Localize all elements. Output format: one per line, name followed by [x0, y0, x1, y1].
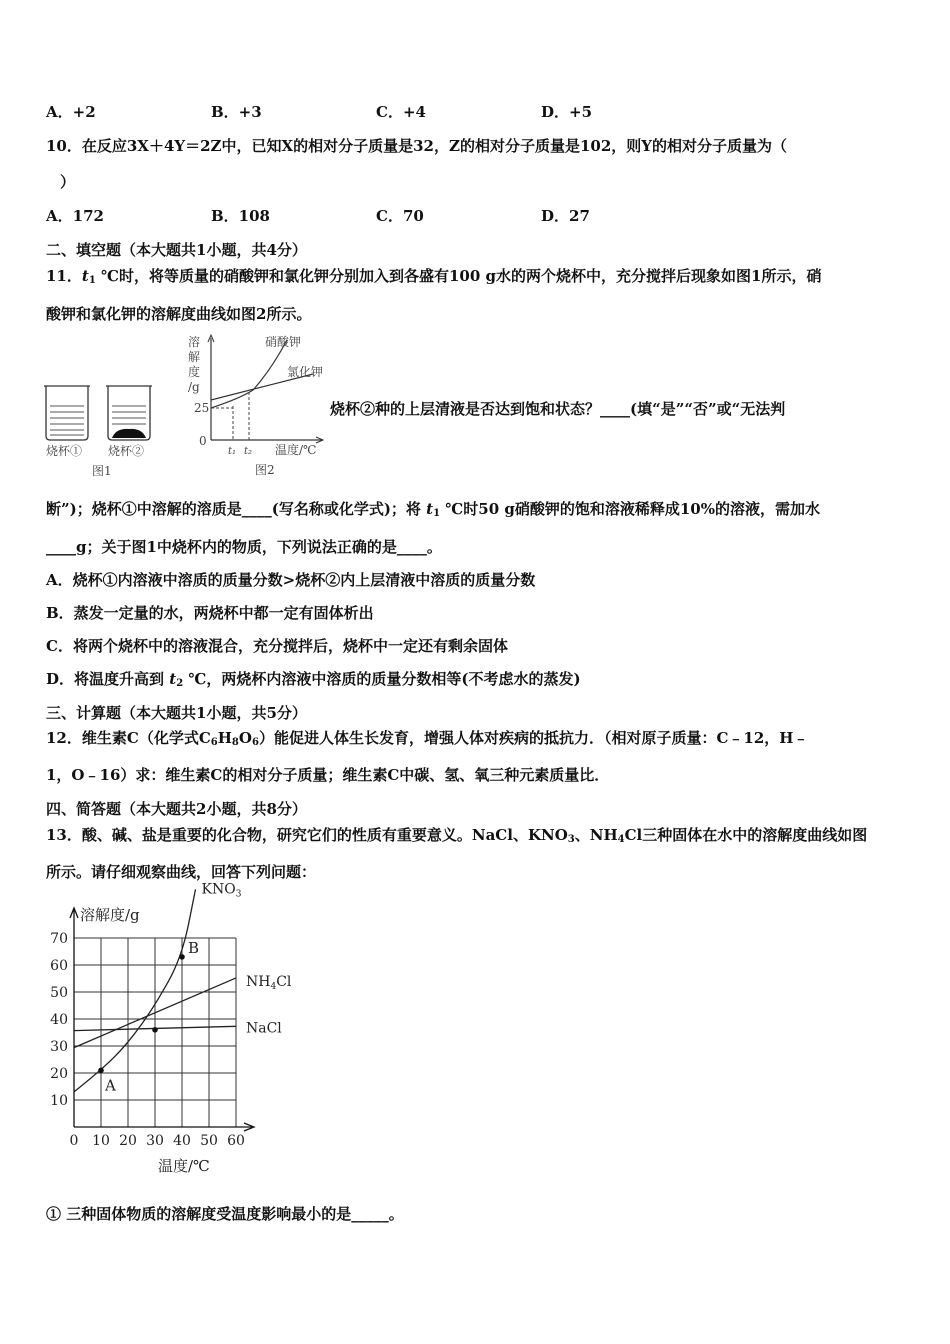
fig2-ylabel-2: 解	[188, 350, 201, 364]
y-tick-20: 20	[50, 1066, 68, 1082]
figure-1	[40, 378, 165, 483]
q9-option-b: B．+3	[211, 103, 262, 121]
q10-option-c: C．70	[376, 207, 424, 225]
point-a	[98, 1068, 104, 1074]
q11-option-a: A．烧杯①内溶液中溶质的质量分数>烧杯②内上层清液中溶质的质量分数	[46, 571, 536, 589]
beaker-2	[106, 386, 152, 440]
q9-option-c: C．+4	[376, 103, 426, 121]
chart-points	[98, 939, 199, 1094]
beaker-2-label: 烧杯②	[108, 444, 145, 458]
point-b	[179, 954, 185, 960]
q13-subquestion-1: ① 三种固体物质的溶解度受温度影响最小的是_____。	[46, 1205, 404, 1223]
section-3-heading: 三、计算题（本大题共1小题，共5分）	[46, 704, 307, 722]
x-tick-0: 0	[69, 1133, 79, 1149]
chart-ylabel: 溶解度/g	[80, 906, 140, 924]
solubility-chart	[40, 881, 320, 1180]
q10-stem-end: ）	[60, 173, 76, 191]
beaker-1-label: 烧杯①	[46, 444, 83, 458]
x-tick-60: 60	[227, 1133, 245, 1149]
q11-line-3: 断”)；烧杯①中溶解的溶质是____(写名称或化学式)；将 $t_1$ ℃时50 g硝酸钾的饱和溶液稀释成10%的溶液，需加水	[46, 500, 820, 519]
q11-side-text: 烧杯②种的上层清液是否达到饱和状态？____(填“是”“否”或“无法判	[330, 400, 786, 418]
y-tick-30: 30	[50, 1039, 68, 1055]
chart-xlabel: 温度/℃	[158, 1157, 210, 1175]
fig2-label-kcl: 氯化钾	[287, 365, 324, 379]
q10-option-b: B．108	[211, 207, 270, 225]
q10-option-d: D．27	[541, 207, 590, 225]
q11-line-4: ____g；关于图1中烧杯内的物质，下列说法正确的是____。	[46, 538, 442, 556]
fig2-tick-25: 25	[194, 401, 210, 415]
chart-ticks	[50, 931, 245, 1149]
q11-line-2: 酸钾和氯化钾的溶解度曲线如图2所示。	[46, 305, 312, 323]
y-tick-70: 70	[50, 931, 68, 947]
x-tick-10: 10	[92, 1133, 110, 1149]
q11-option-d: D．将温度升高到 $t_2$ ℃，两烧杯内溶液中溶质的质量分数相等(不考虑水的蒸发)	[46, 670, 581, 689]
q11-option-c: C．将两个烧杯中的溶液混合，充分搅拌后，烧杯中一定还有剩余固体	[46, 637, 508, 655]
fig2-ylabel-3: 度	[188, 365, 201, 379]
q10-stem: 10．在反应3X＋4Y＝2Z中，已知X的相对分子质量是32，Z的相对分子质量是102，则Y的相对分子质量为（	[46, 137, 787, 155]
section-4-heading: 四、简答题（本大题共2小题，共8分）	[46, 800, 307, 818]
y-tick-60: 60	[50, 958, 68, 974]
x-tick-20: 20	[119, 1133, 137, 1149]
q13-line-2: 所示。请仔细观察曲线，回答下列问题：	[46, 863, 317, 881]
label-kno3: $KNO_3$	[201, 881, 242, 900]
figure-2	[183, 330, 333, 480]
fig2-xlabel: 温度/℃	[275, 443, 317, 457]
q12-line-1: 12．维生素C（化学式$C_6H_8O_6$）能促进人体生长发育，增强人体对疾病的抵抗力．（相对原子质量：C﹣12，H﹣	[46, 729, 809, 748]
q9-option-d: D．+5	[541, 103, 593, 121]
x-tick-30: 30	[146, 1133, 164, 1149]
y-tick-40: 40	[50, 1012, 68, 1028]
fig2-ylabel-1: 溶	[188, 335, 201, 349]
label-nacl: NaCl	[246, 1020, 282, 1037]
label-nh4cl: $NH_4Cl$	[246, 973, 292, 992]
y-tick-10: 10	[50, 1093, 68, 1109]
fig2-tick-t2: t₂	[244, 446, 253, 457]
fig2-tick-t1: t₁	[228, 446, 237, 457]
q10-option-a: A．172	[46, 207, 104, 225]
q12-line-2: 1，O﹣16）求：维生素C的相对分子质量；维生素C中碳、氢、氧三种元素质量比．	[46, 766, 610, 784]
figure-1-caption: 图1	[92, 464, 112, 478]
y-tick-50: 50	[50, 985, 68, 1001]
section-2-heading: 二、填空题（本大题共1小题，共4分）	[46, 241, 307, 259]
point-label-a: A	[105, 1076, 116, 1095]
chart-series-labels	[202, 881, 292, 1036]
q11-option-b: B．蒸发一定量的水，两烧杯中都一定有固体析出	[46, 604, 374, 622]
q13-line-1: 13．酸、碱、盐是重要的化合物，研究它们的性质有重要意义。NaCl、$KNO_3$、$NH_4Cl$三种固体在水中的溶解度曲线如图	[46, 826, 868, 845]
undissolved-solid	[112, 429, 146, 438]
q11-line-1: 11．$t_1$ ℃时，将等质量的硝酸钾和氯化钾分别加入到各盛有100 g水的两个烧杯中，充分搅拌后现象如图1所示，硝	[46, 267, 822, 286]
point-intersection	[152, 1027, 158, 1033]
x-tick-50: 50	[200, 1133, 218, 1149]
fig2-origin: 0	[199, 434, 207, 448]
fig2-ylabel-4: /g	[188, 380, 200, 394]
fig2-label-kno3: 硝酸钾	[265, 335, 302, 349]
point-label-b: B	[188, 938, 200, 957]
q9-option-a: A．+2	[46, 103, 96, 121]
x-tick-40: 40	[173, 1133, 191, 1149]
figure-2-caption: 图2	[255, 463, 275, 477]
beaker-1	[44, 386, 90, 440]
